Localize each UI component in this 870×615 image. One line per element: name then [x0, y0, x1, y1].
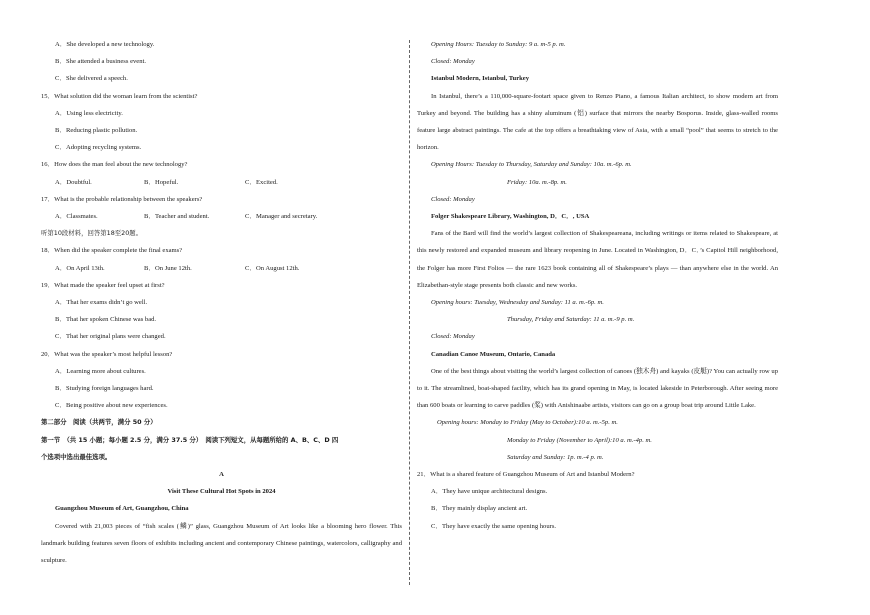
istanbul-closed: Closed: Monday	[431, 195, 475, 203]
section1-instruction-line1: 第一节 （共 15 小题；每小题 2.5 分，满分 37.5 分） 阅读下列短文，从每题所给的 A、B、C、D 四	[41, 435, 339, 444]
left-column	[41, 36, 402, 569]
section1-instruction-line2: 个选项中选出最佳选项。	[41, 452, 112, 461]
q18-option-a: A．On April 13th.	[55, 264, 105, 272]
q17-option-b: B．Teacher and student.	[144, 213, 210, 221]
q14-option-c: C．She delivered a speech.	[55, 75, 128, 83]
passage-title: Visit These Cultural Hot Spots in 2024	[167, 488, 276, 496]
listening-instruction: 听第10段材料，回答第18至20题。	[41, 229, 143, 238]
part2-heading: 第二部分 阅读（共两节，满分 50 分）	[41, 418, 157, 427]
guangzhou-opening-hours: Opening Hours: Tuesday to Sunday: 9 a. m-5 p. m.	[431, 41, 566, 48]
q15-option-a: A．Using less electricity.	[55, 109, 123, 117]
venue-folger-heading: Folger Shakespeare Library, Washington, D．C．, USA	[431, 213, 590, 221]
q18-options	[41, 260, 402, 277]
canoe-opening-hours-winter: Monday to Friday (November to April):10 a. m.-4p. m.	[507, 436, 652, 444]
column-divider	[409, 40, 410, 585]
q20-stem: 20．What was the speaker’s most helpful lesson?	[41, 350, 173, 358]
q15-option-b: B．Reducing plastic pollution.	[55, 127, 138, 135]
venue-folger-paragraph: Fans of the Bard will find the world’s largest collection of Shakespeareana, including writings or items related to Shakespeare, at this newly restored and expanded museum and library reopening in June. Located in Washington, D．C．’s Capitol Hill neighborhood, the Folger has more First Folios — the rare 1623 book containing all of Shakespeare’s plays — than anywhere else in the world. An Elizabethan-style stage presents both classic and new works.	[417, 230, 778, 289]
q19-option-a: A．That her exams didn’t go well.	[55, 299, 148, 307]
q21-option-a: A．They have unique architectural designs.	[431, 488, 548, 496]
venue-canoe-heading: Canadian Canoe Museum, Ontario, Canada	[431, 350, 556, 358]
q16-option-b: B．Hopeful.	[144, 178, 179, 186]
q21-option-b: B．They mainly display ancient art.	[431, 505, 528, 513]
q18-option-c: C．On August 12th.	[245, 264, 300, 272]
q14-option-a: A．She developed a new technology.	[55, 41, 155, 48]
q21-stem: 21．What is a shared feature of Guangzhou Museum of Art and Istanbul Modern?	[417, 471, 635, 479]
q20-option-b: B．Studying foreign languages hard.	[55, 385, 154, 393]
q17-option-c: C．Manager and secretary.	[245, 213, 318, 221]
q15-option-c: C．Adopting recycling systems.	[55, 144, 142, 152]
q18-stem: 18．When did the speaker complete the final exams?	[41, 247, 183, 255]
guangzhou-closed: Closed: Monday	[431, 58, 475, 66]
q21-option-c: C．They have exactly the same opening hours.	[431, 522, 557, 530]
q16-stem: 16．How does the man feel about the new technology?	[41, 161, 188, 169]
canoe-weekend-hours: Saturday and Sunday: 1p. m.-4 p. m.	[507, 453, 604, 461]
folger-weekend-hours: Thursday, Friday and Saturday: 11 a. m.-9 p. m.	[507, 316, 635, 324]
q20-option-a: A．Learning more about cultures.	[55, 367, 146, 375]
q16-option-c: C．Excited.	[245, 178, 278, 186]
q17-stem: 17．What is the probable relationship between the speakers?	[41, 195, 203, 203]
q14-option-b: B．She attended a business event.	[55, 58, 147, 66]
venue-canoe-paragraph: One of the best things about visiting the world’s largest collection of canoes (独木舟) and kayaks (皮艇)? You can actually row up to it. The streamlined, boat-shaped facility, which has its grand opening in May, is located lakeside in Peterborough. After seeing more than 600 boats or learning to carve paddles (桨) with Anishinaabe artists, visitors can go on a group boat trip around Little Lake.	[417, 367, 778, 410]
q20-option-c: C．Being positive about new experiences.	[55, 402, 168, 410]
passage-letter: A	[219, 471, 224, 479]
canoe-opening-hours-summer: Opening hours: Monday to Friday (May to October):10 a. m.-5p. m.	[437, 419, 618, 427]
venue-istanbul-heading: Istanbul Modern, Istanbul, Turkey	[431, 75, 530, 83]
folger-opening-hours: Opening hours: Tuesday, Wednesday and Sunday: 11 a. m.-6p. m.	[431, 299, 604, 307]
q19-option-b: B．That her spoken Chinese was bad.	[55, 316, 157, 324]
istanbul-opening-hours: Opening Hours: Tuesday to Thursday, Saturday and Sunday: 10a. m.-6p. m.	[431, 161, 632, 169]
q15-stem: 15．What solution did the woman learn from the scientist?	[41, 92, 198, 100]
right-column	[417, 36, 778, 535]
q16-options	[41, 174, 402, 191]
istanbul-friday-hours: Friday: 10a. m.-8p. m.	[507, 178, 567, 186]
venue-istanbul-paragraph: In Istanbul, there’s a 110,000-square-footart space given to Renzo Piano, a famous Italian architect, to show modern art from Turkey and beyond. The building has a shiny aluminum (铝) surface that mirrors the nearby Bosporus. Inside, glass-walled rooms feature large abstract paintings. The cafe at the top offers a breathtaking view of Asia, with a small “pool” that seems to stretch to the horizon.	[417, 92, 778, 152]
q16-option-a: A．Doubtful.	[55, 178, 92, 186]
q17-option-a: A．Classmates.	[55, 213, 98, 221]
folger-closed: Closed: Monday	[431, 333, 475, 341]
venue-guangzhou-heading: Guangzhou Museum of Art, Guangzhou, China	[55, 505, 189, 513]
venue-guangzhou-paragraph: Covered with 21,003 pieces of “fish scales (鳞)” glass, Guangzhou Museum of Art looks like a blooming hero flower. This landmark building features seven floors of exhibits including ancient and contemporary Chinese paintings, watercolors, calligraphy and sculpture.	[41, 522, 402, 565]
q18-option-b: B．On June 12th.	[144, 264, 192, 272]
q19-stem: 19．What made the speaker feel upset at first?	[41, 281, 165, 289]
q17-options	[41, 208, 402, 225]
q19-option-c: C．That her original plans were changed.	[55, 333, 166, 341]
